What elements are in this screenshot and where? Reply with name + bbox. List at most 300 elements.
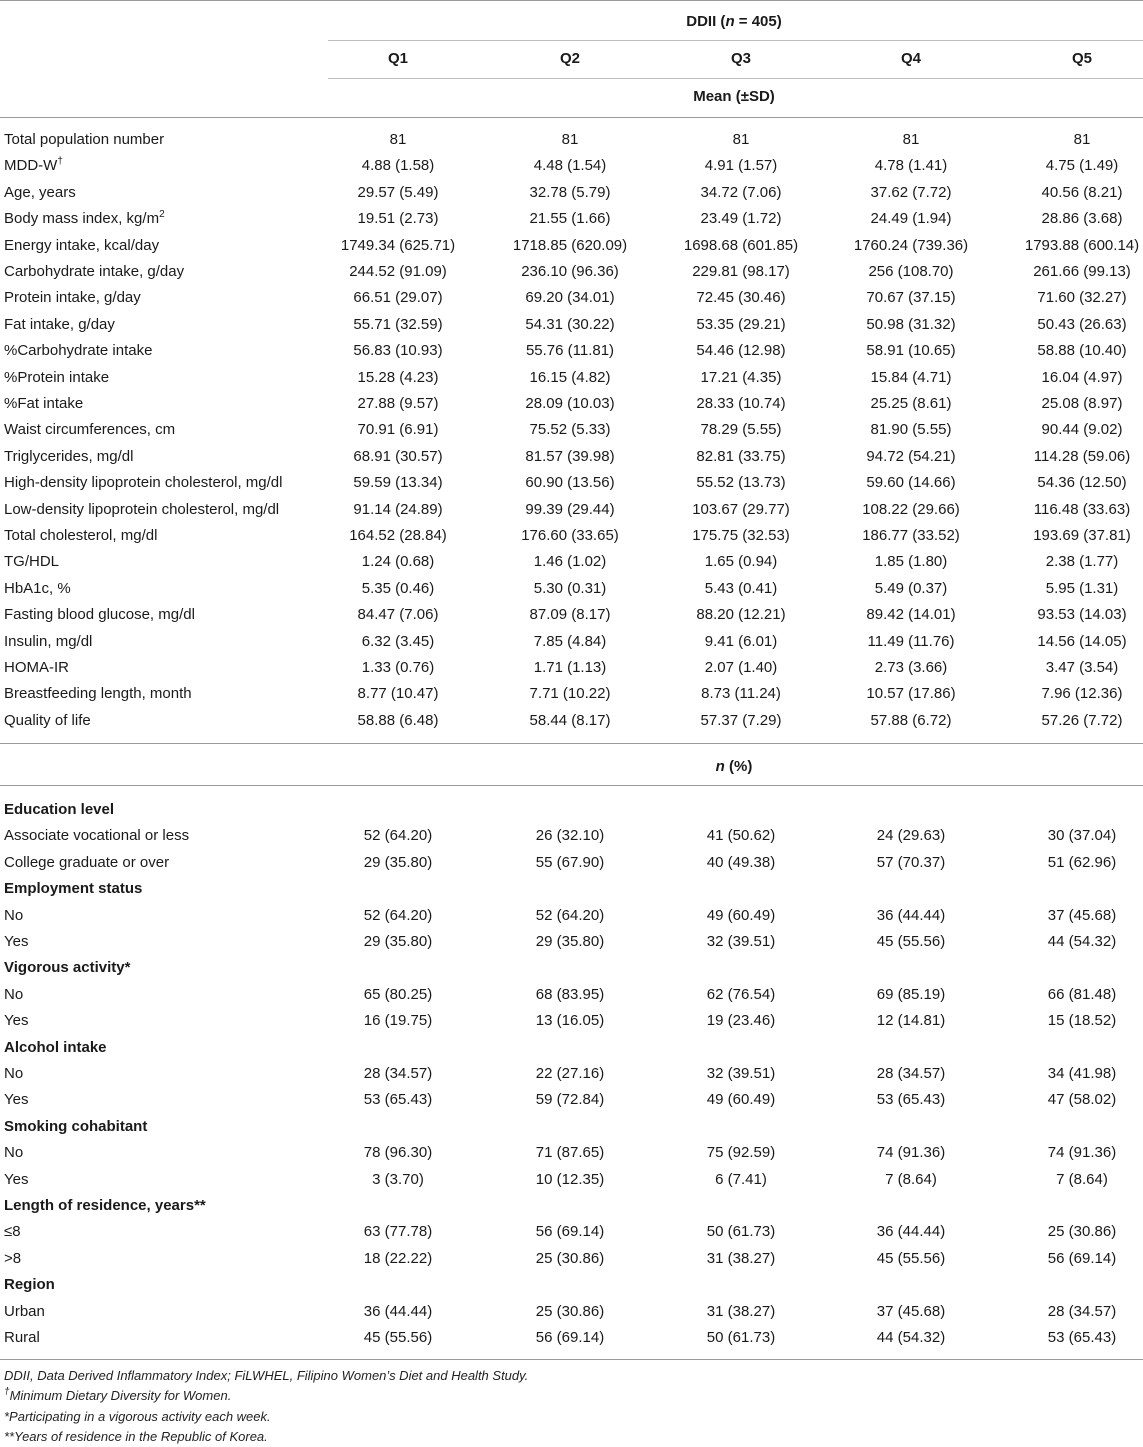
row-label-text: No [4,1144,24,1162]
n-cell-q4: 45 (55.56) [876,933,946,950]
n-cell-q4: 36 (44.44) [876,906,946,924]
n-cell-q1: 36 (44.44) [363,1302,433,1320]
row-label [4,157,63,175]
n-cell-q3: 50 (61.73) [706,1329,776,1346]
mean-cell-q4: 5.49 (0.37) [874,579,948,597]
mean-cell-q4: 81 [902,131,920,148]
n-cell-q1: 52 (64.20) [363,906,433,924]
mean-cell-q2: 99.39 (29.44) [525,500,615,518]
row-label [4,827,189,845]
row-label [4,907,23,925]
n-cell-q3: 40 (49.38) [706,853,776,871]
mean-cell-q2: 4.48 (1.54) [533,157,607,175]
row-label-text: Energy intake, kcal/day [4,236,160,254]
mean-cell-q1: 19.51 (2.73) [357,210,439,228]
mean-cell-q3: 175.75 (32.53) [692,527,790,544]
mean-cell-q4: 1.85 (1.80) [874,553,948,571]
n-cell-q5: 74 (91.36) [1047,1144,1117,1162]
mean-cell-q3: 4.91 (1.57) [704,157,778,175]
row-label-text: Yes [4,1170,29,1188]
mean-cell-q1: 15.28 (4.23) [357,368,439,386]
mean-cell-q2: 60.90 (13.56) [525,474,615,492]
row-label-text: >8 [4,1249,22,1267]
mean-cell-q3: 28.33 (10.74) [696,395,786,412]
n-cell-q4: 7 (8.64) [885,1170,937,1188]
footnote-text: *Participating in a vigorous activity each week. [4,1409,271,1424]
mean-cell-q4: 50.98 (31.32) [866,315,956,333]
mean-cell-q4: 37.62 (7.72) [870,183,952,201]
n-cell-q5: 56 (69.14) [1047,1249,1117,1267]
mean-cell-q4: 70.67 (37.15) [866,289,956,307]
mean-cell-q2: 54.31 (30.22) [525,315,615,333]
n-cell-q2: 25 (30.86) [535,1249,605,1267]
mean-subheader: Mean (±SD) [693,88,775,105]
mean-cell-q1: 1.24 (0.68) [361,553,435,571]
row-label [4,1171,28,1189]
col-header-q5: Q5 [1071,50,1093,67]
mean-cell-q5: 3.47 (3.54) [1045,659,1119,676]
n-cell-q4: 12 (14.81) [876,1012,946,1030]
row-label-text: Low-density lipoprotein cholesterol, mg/dl [4,500,280,518]
row-label [4,1091,28,1109]
group-header [686,13,781,31]
row-label [4,131,164,149]
n-cell-q2: 71 (87.65) [535,1144,605,1162]
row-label [4,659,69,677]
section-heading [4,801,114,819]
mean-cell-q3: 54.46 (12.98) [696,342,786,360]
mean-cell-q1: 6.32 (3.45) [361,632,435,650]
row-label-text: Education level [4,801,115,818]
mean-cell-q4: 24.49 (1.94) [870,210,952,228]
n-cell-q4: 74 (91.36) [876,1144,946,1162]
row-label-text: High-density lipoprotein cholesterol, mg/dl [4,474,283,492]
mean-cell-q5: 116.48 (33.63) [1033,500,1131,518]
row-label-text: Employment status [4,880,143,898]
mean-cell-q5: 25.08 (8.97) [1041,395,1123,412]
n-cell-q5: 53 (65.43) [1047,1329,1117,1346]
mean-cell-q5: 1793.88 (600.14) [1024,236,1140,254]
n-cell-q5: 51 (62.96) [1047,853,1117,871]
row-label-text: Triglycerides, mg/dl [4,447,134,465]
n-cell-q1: 28 (34.57) [363,1065,433,1082]
row-label-sup: † [57,156,63,168]
n-cell-q1: 78 (96.30) [363,1144,433,1162]
mean-cell-q2: 32.78 (5.79) [529,183,611,201]
n-cell-q4: 44 (54.32) [876,1329,946,1346]
row-label [4,501,279,519]
row-label [4,633,92,651]
row-label [4,237,159,255]
mean-cell-q1: 27.88 (9.57) [357,395,439,412]
mean-cell-q2: 176.60 (33.65) [521,527,619,544]
row-label [4,210,165,228]
mean-cell-q1: 1.33 (0.76) [361,659,435,676]
mean-cell-q3: 78.29 (5.55) [700,421,782,439]
n-cell-q2: 26 (32.10) [535,827,605,845]
n-cell-q2: 25 (30.86) [535,1302,605,1320]
mean-cell-q2: 1.71 (1.13) [533,659,607,676]
mean-cell-q2: 69.20 (34.01) [525,289,615,307]
mean-cell-q2: 75.52 (5.33) [529,421,611,439]
cols-underline [328,78,1143,79]
mean-cell-q2: 87.09 (8.17) [529,606,611,624]
n-cell-q5: 47 (58.02) [1047,1091,1117,1109]
n-cell-q4: 45 (55.56) [876,1249,946,1267]
n-cell-q3: 32 (39.51) [706,1065,776,1082]
n-cell-q5: 28 (34.57) [1047,1302,1117,1320]
mean-cell-q2: 55.76 (11.81) [525,342,615,360]
row-label-text: Quality of life [4,711,91,729]
row-label [4,986,23,1004]
section-heading [4,880,142,898]
mean-cell-q5: 14.56 (14.05) [1037,632,1127,650]
mean-cell-q1: 91.14 (24.89) [353,500,443,518]
row-label-text: %Fat intake [4,395,84,412]
n-cell-q4: 28 (34.57) [876,1065,946,1082]
mean-cell-q3: 2.07 (1.40) [704,659,778,676]
mean-cell-q5: 261.66 (99.13) [1033,263,1131,280]
n-cell-q2: 55 (67.90) [535,853,605,871]
mean-cell-q3: 9.41 (6.01) [704,632,778,650]
mean-cell-q2: 236.10 (96.36) [521,263,619,280]
n-cell-q4: 53 (65.43) [876,1091,946,1109]
mean-cell-q5: 5.95 (1.31) [1045,579,1119,597]
row-label-text: No [4,906,24,924]
row-label [4,184,76,202]
row-label [4,527,157,545]
mean-cell-q5: 193.69 (37.81) [1033,527,1131,544]
mean-cell-q1: 70.91 (6.91) [357,421,439,439]
mean-cell-q2: 21.55 (1.66) [529,210,611,228]
mean-cell-q3: 82.81 (33.75) [696,447,786,465]
mean-cell-q5: 2.38 (1.77) [1045,553,1119,571]
mean-cell-q2: 81 [561,131,579,148]
mean-cell-q2: 81.57 (39.98) [525,447,615,465]
row-label-text: No [4,1065,24,1082]
mean-cell-q4: 81.90 (5.55) [870,421,952,439]
n-cell-q1: 29 (35.80) [363,933,433,950]
section-heading [4,1039,107,1057]
mean-cell-q5: 40.56 (8.21) [1041,183,1123,201]
mean-cell-q4: 256 (108.70) [868,263,954,280]
group-prefix: DDII ( [686,13,726,30]
n-cell-q2: 29 (35.80) [535,933,605,950]
mean-cell-q4: 4.78 (1.41) [874,157,948,175]
n-cell-q4: 36 (44.44) [876,1223,946,1241]
mean-cell-q4: 15.84 (4.71) [870,368,952,386]
footnote [4,1368,528,1383]
mean-cell-q3: 55.52 (13.73) [696,474,786,492]
col-header-q3: Q3 [730,50,752,67]
n-cell-q4: 24 (29.63) [876,827,946,845]
row-label [4,712,91,730]
footnote-text: DDII, Data Derived Inflammatory Index; FiLWHEL, Filipino Women’s Diet and Health Study. [4,1368,529,1383]
mean-cell-q1: 1749.34 (625.71) [340,236,456,254]
mean-cell-q1: 81 [389,131,407,148]
n-cell-q2: 52 (64.20) [535,906,605,924]
section-heading [4,1197,206,1215]
n-subheader [716,758,753,776]
top-rule [0,0,1143,1]
row-label-text: Associate vocational or less [4,827,190,845]
mean-cell-q1: 84.47 (7.06) [357,606,439,624]
mean-cell-q4: 58.91 (10.65) [866,342,956,360]
mean-cell-q5: 57.26 (7.72) [1041,711,1123,729]
n-cell-q3: 75 (92.59) [706,1144,776,1162]
mean-cell-q1: 4.88 (1.58) [361,157,435,175]
mean-cell-q5: 58.88 (10.40) [1037,342,1127,360]
mean-cell-q5: 114.28 (59.06) [1033,447,1131,465]
n-cell-q2: 59 (72.84) [535,1091,605,1109]
n-cell-q2: 56 (69.14) [535,1223,605,1241]
n-cell-q3: 49 (60.49) [706,906,776,924]
n-cell-q1: 45 (55.56) [363,1329,433,1346]
mean-cell-q1: 68.91 (30.57) [353,447,443,465]
row-label [4,421,175,439]
row-label [4,1012,28,1030]
mean-cell-q2: 16.15 (4.82) [529,368,611,386]
row-label [4,342,152,360]
mean-cell-q1: 5.35 (0.46) [361,579,435,597]
row-label [4,854,169,872]
mean-cell-q1: 164.52 (28.84) [349,527,447,544]
row-label [4,606,195,624]
n-cell-q4: 57 (70.37) [876,853,946,871]
row-label-text: %Carbohydrate intake [4,342,153,360]
mean-cell-q2: 1.46 (1.02) [533,553,607,571]
mean-cell-q3: 23.49 (1.72) [700,210,782,228]
row-label [4,448,133,466]
row-label-text: Fat intake, g/day [4,315,115,333]
row-label-sup: 2 [159,209,165,221]
mean-cell-q3: 1.65 (0.94) [704,553,778,571]
group-suffix: = 405) [734,13,782,30]
n-cell-q2: 56 (69.14) [535,1329,605,1346]
n-cell-q3: 31 (38.27) [706,1302,776,1320]
n-cell-q1: 18 (22.22) [363,1249,433,1267]
n-cell-q5: 25 (30.86) [1047,1223,1117,1241]
n-cell-q2: 22 (27.16) [535,1065,605,1082]
row-label-text: College graduate or over [4,853,170,871]
section-heading [4,959,130,977]
n-cell-q5: 37 (45.68) [1047,906,1117,924]
mean-cell-q4: 59.60 (14.66) [866,474,956,492]
mean-cell-q1: 58.88 (6.48) [357,711,439,729]
mean-cell-q4: 11.49 (11.76) [867,632,955,650]
n-cell-q4: 37 (45.68) [876,1302,946,1320]
row-label-text: Smoking cohabitant [4,1117,148,1135]
footnote-text: **Years of residence in the Republic of Korea. [4,1429,268,1444]
mean-cell-q4: 89.42 (14.01) [866,606,956,624]
row-label-text: Total cholesterol, mg/dl [4,527,158,544]
mean-cell-q3: 57.37 (7.29) [700,711,782,729]
row-label-text: HOMA-IR [4,659,69,676]
mean-cell-q3: 229.81 (98.17) [692,263,790,280]
mean-cell-q3: 1698.68 (601.85) [683,236,799,254]
n-cell-q2: 10 (12.35) [535,1170,605,1188]
n-cell-q3: 41 (50.62) [706,827,776,845]
row-label-text: MDD-W [4,157,58,175]
row-label [4,1065,23,1083]
mean-cell-q3: 17.21 (4.35) [700,368,782,386]
footnote-text: Minimum Dietary Diversity for Women. [9,1388,232,1403]
mean-cell-q2: 5.30 (0.31) [533,579,607,597]
n-cell-q3: 6 (7.41) [715,1170,767,1188]
row-label-text: No [4,985,24,1003]
footnote [4,1429,268,1444]
row-label [4,1223,21,1241]
mean-cell-q1: 29.57 (5.49) [357,183,439,201]
row-label [4,1250,21,1268]
row-label-text: Breastfeeding length, month [4,685,192,703]
mean-cell-q3: 53.35 (29.21) [696,315,786,333]
row-label-text: Protein intake, g/day [4,289,141,307]
n-cell-q5: 34 (41.98) [1047,1065,1117,1082]
mean-cell-q3: 8.73 (11.24) [701,685,781,703]
mean-cell-q5: 16.04 (4.97) [1041,368,1123,386]
row-label-text: Age, years [4,183,76,201]
n-cell-q3: 19 (23.46) [706,1012,776,1030]
mean-cell-q3: 88.20 (12.21) [696,606,786,624]
n-cell-q3: 49 (60.49) [706,1091,776,1109]
group-n: n [725,13,735,30]
mean-cell-q1: 56.83 (10.93) [353,342,443,360]
n-cell-q2: 68 (83.95) [535,985,605,1003]
row-label [4,263,184,281]
row-label-text: Insulin, mg/dl [4,632,93,650]
n-cell-q5: 66 (81.48) [1047,985,1117,1003]
n-cell-q3: 31 (38.27) [706,1249,776,1267]
mean-cell-q5: 90.44 (9.02) [1041,421,1123,439]
mean-cell-q1: 55.71 (32.59) [353,315,443,333]
mean-cell-q4: 1760.24 (739.36) [853,236,969,254]
mean-cell-q5: 50.43 (26.63) [1037,315,1127,333]
row-label-text: Yes [4,933,29,950]
row-label-text: Body mass index, kg/m [4,210,160,228]
mean-cell-q1: 8.77 (10.47) [357,685,439,703]
row-label [4,289,141,307]
row-label-text: Total population number [4,131,165,148]
mean-cell-q4: 10.57 (17.86) [866,685,956,703]
n-cell-q3: 32 (39.51) [706,933,776,950]
row-label-text: Rural [4,1329,40,1346]
row-label-text: Length of residence, years** [4,1197,206,1214]
mean-cell-q5: 54.36 (12.50) [1037,474,1127,492]
n-subheader-n: n [715,758,725,775]
n-cell-q3: 50 (61.73) [706,1223,776,1241]
row-label [4,553,59,571]
mean-cell-q1: 59.59 (13.34) [353,474,443,492]
mean-cell-q5: 4.75 (1.49) [1045,157,1119,175]
n-cell-q5: 7 (8.64) [1056,1170,1108,1188]
row-label [4,1303,45,1321]
mean-cell-q4: 25.25 (8.61) [870,395,952,412]
mean-cell-q3: 72.45 (30.46) [696,289,786,307]
n-cell-q5: 30 (37.04) [1047,827,1117,845]
footnote [4,1409,271,1424]
group-underline [328,40,1143,41]
row-label-text: Carbohydrate intake, g/day [4,263,185,280]
n-cell-q1: 16 (19.75) [363,1012,433,1030]
row-label [4,395,83,413]
row-label [4,685,192,703]
mean-cell-q5: 93.53 (14.03) [1037,606,1127,624]
n-cell-q5: 44 (54.32) [1047,933,1117,950]
mean-cell-q1: 244.52 (91.09) [349,263,447,280]
mean-cell-q4: 186.77 (33.52) [862,527,960,544]
footnote-sup: † [4,1386,10,1398]
n-subheader-rest: (%) [724,758,753,775]
col-header-q1: Q1 [387,50,409,67]
row-label-text: Urban [4,1302,45,1320]
n-subheader-rule [0,785,1143,786]
mean-cell-q3: 5.43 (0.41) [704,579,778,597]
row-label [4,1329,40,1347]
n-cell-q3: 62 (76.54) [706,985,776,1003]
row-label [4,1144,23,1162]
row-label-text: Waist circumferences, cm [4,421,176,439]
row-label-text: HbA1c, % [4,579,71,597]
mean-cell-q4: 57.88 (6.72) [870,711,952,729]
row-label-text: %Protein intake [4,368,110,386]
section-heading [4,1276,55,1294]
row-label [4,933,28,951]
mean-cell-q2: 1718.85 (620.09) [512,236,628,254]
n-cell-q4: 69 (85.19) [876,985,946,1003]
row-label [4,316,115,334]
section-heading [4,1118,147,1136]
mean-cell-q4: 94.72 (54.21) [866,447,956,465]
n-cell-q1: 63 (77.78) [363,1223,433,1241]
mean-cell-q4: 2.73 (3.66) [874,659,948,676]
mean-cell-q2: 7.85 (4.84) [533,632,607,650]
mean-cell-q1: 66.51 (29.07) [353,289,443,307]
n-cell-q5: 15 (18.52) [1047,1012,1117,1030]
mean-cell-q2: 28.09 (10.03) [525,395,615,412]
mean-cell-q3: 103.67 (29.77) [692,500,790,518]
mean-cell-q5: 7.96 (12.36) [1041,685,1123,703]
row-label [4,369,109,387]
n-cell-q1: 65 (80.25) [363,985,433,1003]
row-label [4,580,71,598]
row-label-text: Vigorous activity* [4,959,131,977]
row-label-text: Yes [4,1012,29,1030]
mean-cell-q5: 81 [1073,131,1091,148]
mean-cell-q5: 28.86 (3.68) [1041,210,1123,228]
row-label [4,474,282,492]
mean-cell-q4: 108.22 (29.66) [862,500,960,518]
row-label-text: Region [4,1276,55,1294]
col-header-q2: Q2 [559,50,581,67]
bottom-rule [0,1359,1143,1360]
n-cell-q1: 52 (64.20) [363,827,433,845]
n-cell-q1: 53 (65.43) [363,1091,433,1109]
n-cell-q1: 3 (3.70) [372,1170,424,1188]
row-label-text: Fasting blood glucose, mg/dl [4,606,195,624]
mean-cell-q3: 34.72 (7.06) [700,183,782,201]
mean-cell-q2: 7.71 (10.22) [529,685,611,703]
row-label-text: TG/HDL [4,553,60,571]
col-header-q4: Q4 [900,50,922,67]
n-cell-q1: 29 (35.80) [363,853,433,871]
row-label-text: Alcohol intake [4,1038,107,1056]
mean-cell-q3: 81 [732,131,750,148]
n-cell-q2: 13 (16.05) [535,1012,605,1030]
row-label-text: Yes [4,1091,29,1109]
footnote [4,1388,231,1403]
header-bottom-rule [0,117,1143,118]
